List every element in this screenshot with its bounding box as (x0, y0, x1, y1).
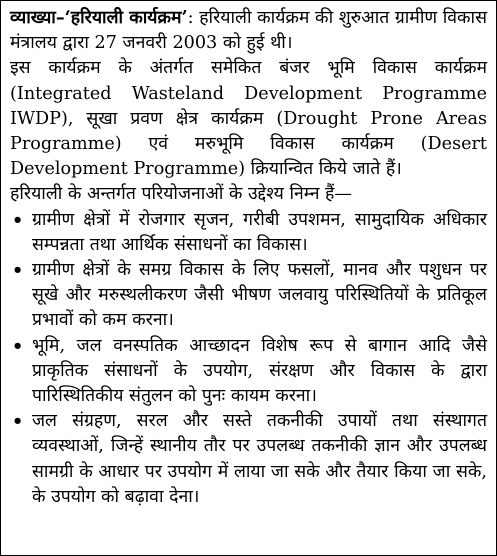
bullet-icon: • (12, 260, 24, 282)
list-item-text: जल संग्रहण, सरल और सस्ते तकनीकी उपायों तथा संस्थागत व्यवस्थाओं, जिन्हें स्थानीय तौर पर उपलब्ध तकनीकी ज्ञान और उपलब्ध सामग्री के आधार पर उपयोग में लाया जा सके और तैयार किया जा सके, के उपयोग को बढ़ावा देना। (32, 411, 487, 507)
objectives-intro: हरियाली के अन्तर्गत परियोजनाओं के उद्देश्य निम्न हैं— (10, 184, 352, 205)
list-item-text: भूमि, जल वनस्पतिक आच्छादन विशेष रूप से बागान आदि जैसे प्राकृतिक संसाधनों के उपयोग, संरक्षण और विकास के द्वारा पारिस्थितिकीय संतुलन को पुनः कायम करना। (32, 335, 487, 407)
bullet-icon: • (12, 335, 24, 357)
programmes-paragraph: इस कार्यक्रम के अंतर्गत समेकित बंजर भूमि विकास कार्यक्रम (Integrated Wasteland Development Programme IWDP), सूखा प्रवण क्षेत्र कार्यक्रम (Drought Prone Areas Programme) एवं मरुभूमि विकास कार्यक्रम (Desert Development Programme) क्रियान्वित किये जाते हैं। (10, 58, 487, 180)
intro-paragraph (10, 5, 487, 56)
bullet-icon: • (12, 209, 24, 231)
bullet-icon: • (12, 411, 24, 433)
list-item (10, 409, 487, 510)
intro-text: : हरियाली कार्यक्रम की शुरुआत ग्रामीण विकास मंत्रालय द्वारा 27 जनवरी 2003 को हुई थी। (10, 8, 487, 54)
objectives-list (10, 208, 487, 510)
list-item-text: ग्रामीण क्षेत्रों में रोजगार सृजन, गरीबी उपशमन, सामुदायिक अधिकार सम्पन्नता तथा आर्थिक संसाधनों का विकास। (32, 209, 487, 255)
list-item (10, 334, 487, 410)
list-item-text: ग्रामीण क्षेत्रों के समग्र विकास के लिए फसलों, मानव और पशुधन पर सूखे और मरुस्थलीकरण जैसी भीषण जलवायु परिस्थितियों के प्रतिकूल प्रभावों को कम करना। (32, 260, 487, 331)
heading-term: व्याख्या–‘हरियाली कार्यक्रम’ (10, 7, 188, 28)
list-item (10, 208, 487, 258)
list-item (10, 258, 487, 334)
